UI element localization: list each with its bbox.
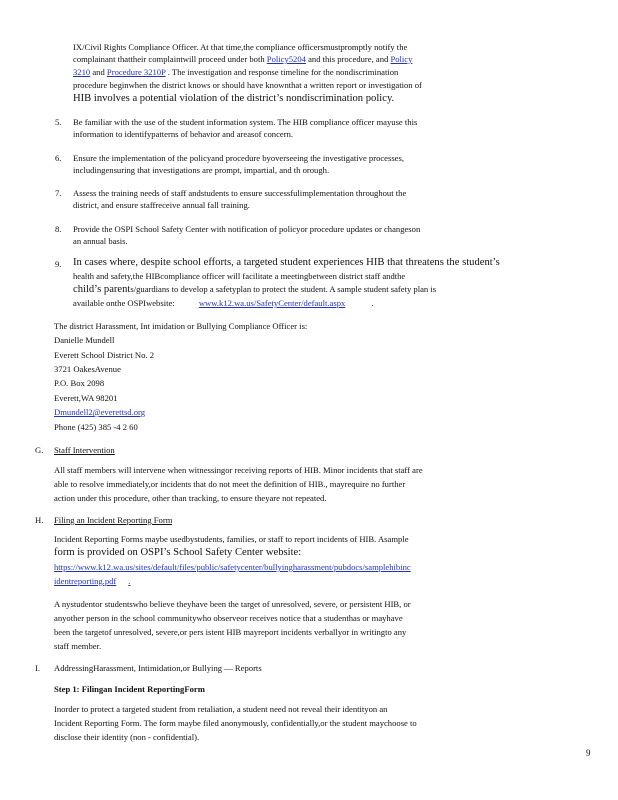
item-9-available-text: available onthe OSPIwebsite: bbox=[73, 298, 175, 308]
intro-line-1: IX/Civil Rights Compliance Officer. At that time,the compliance officersmustpromptly notify the bbox=[73, 42, 408, 52]
intro-line-2 bbox=[73, 53, 573, 65]
item-6-number: 6. bbox=[55, 153, 62, 163]
sample-form-url-link[interactable]: https://www.k12.wa.us/sites/default/files/public/safetycenter/bullyingharassment/pubdocs/samplehibinc bbox=[54, 562, 411, 572]
section-h-para2-line-4: staff member. bbox=[54, 641, 102, 651]
section-h-title: Filing an Incident Reporting Form bbox=[54, 515, 173, 525]
section-i-title: AddressingHarassment, Intimidation,or Bullying — Reports bbox=[54, 663, 262, 673]
item-9-line-3 bbox=[73, 283, 573, 296]
item-6-line-1: Ensure the implementation of the policyand procedure byoverseeing the investigative processes, bbox=[73, 153, 404, 163]
sample-form-url-link-cont[interactable]: identreporting.pdf bbox=[54, 576, 117, 586]
intro-line-4: procedure beginwhen the district knows or should have knownthat a written report or investigation of bbox=[73, 80, 422, 90]
sample-form-url-line-2 bbox=[54, 575, 254, 587]
po-box: P.O. Box 2098 bbox=[54, 378, 105, 388]
item-6-line-2: includingensuring that investigations are prompt, impartial, and th orough. bbox=[73, 165, 330, 175]
section-g-line-2: able to resolve immediately,or incidents that do not meet the definition of HIB., mayrequire no further bbox=[54, 479, 406, 489]
item-9-line-1: In cases where, despite school efforts, a targeted student experiences HIB that threatens the student’s bbox=[73, 257, 500, 268]
section-h-letter: H. bbox=[35, 515, 44, 525]
section-i-letter: I. bbox=[35, 663, 41, 673]
section-i-line-2: Incident Reporting Form. The form maybe filed anonymously, confidentially,or the student maychoose to bbox=[54, 718, 417, 728]
item-7-number: 7. bbox=[55, 188, 62, 198]
item-9-childs-parent: child’s parent bbox=[73, 284, 131, 295]
step-1-heading: Step 1: Filingan Incident ReportingForm bbox=[54, 684, 205, 694]
policy-3210-link[interactable]: 3210 bbox=[73, 67, 91, 77]
intro-line-3 bbox=[73, 66, 573, 78]
officer-phone: Phone (425) 385 -4 2 60 bbox=[54, 422, 138, 432]
section-i-line-3: disclose their identity (non - confidential). bbox=[54, 732, 200, 742]
section-h-line-2: form is provided on OSPI’s School Safety Center website: bbox=[54, 547, 302, 558]
intro-and: and bbox=[92, 67, 105, 77]
district-name: Everett School District No. 2 bbox=[54, 350, 155, 360]
item-9-line-2: health and safety,the HIBcompliance officer will facilitate a meetingbetween district staff andthe bbox=[73, 271, 406, 281]
section-g-line-3: action under this procedure, other than tracking, to ensure theyare not repeated. bbox=[54, 493, 327, 503]
officer-email-row bbox=[54, 406, 184, 418]
section-g-title: Staff Intervention bbox=[54, 445, 115, 455]
item-5-line-1: Be familiar with the use of the student information system. The HIB compliance officer mayuse this bbox=[73, 117, 418, 127]
item-5-line-2: information to identifypatterns of behavior and areasof concern. bbox=[73, 129, 294, 139]
item-9-period: . bbox=[371, 298, 374, 308]
item-8-line-1: Provide the OSPI School Safety Center with notification of policyor procedure updates or changeson bbox=[73, 224, 421, 234]
item-5-number: 5. bbox=[55, 117, 62, 127]
section-h-line-1: Incident Reporting Forms maybe usedbystudents, families, or staff to report incidents of HIB. Asample bbox=[54, 534, 409, 544]
section-g-letter: G. bbox=[35, 445, 44, 455]
item-9-line-4 bbox=[73, 297, 573, 309]
city-state-zip: Everett,WA 98201 bbox=[54, 393, 118, 403]
intro-line-3-text: . The investigation and response timeline for the nondiscrimination bbox=[167, 67, 399, 77]
item-7-line-1: Assess the training needs of staff andstudents to ensure successfulimplementation throughout the bbox=[73, 188, 407, 198]
section-h-para2-line-1: A nystudentor studentswho believe theyhave been the target of unresolved, severe, or persistent HIB, or bbox=[54, 599, 411, 609]
section-h-para2-line-2: anyother person in the school communitywho observeor receives notice that a studenthas or mayhave bbox=[54, 613, 403, 623]
section-i-line-1: Inorder to protect a targeted student from retaliation, a student need not reveal their identityon an bbox=[54, 704, 388, 714]
street-address: 3721 OakesAvenue bbox=[54, 364, 121, 374]
intro-line-2-text: complainant thattheir complaintwill proceed under both bbox=[73, 54, 265, 64]
item-8-number: 8. bbox=[55, 224, 62, 234]
item-7-line-2: district, and ensure staffreceive annual fall training. bbox=[73, 200, 250, 210]
section-h-para2-line-3: been the targetof unresolved, severe,or pers istent HIB mayreport incidents verballyor in writingto any bbox=[54, 627, 407, 637]
intro-line-5: HIB involves a potential violation of the district’s nondiscrimination policy. bbox=[73, 93, 395, 104]
policy-5204-link[interactable]: Policy5204 bbox=[266, 54, 306, 64]
policy-link[interactable]: Policy bbox=[390, 54, 413, 64]
sample-form-url-period: . bbox=[128, 576, 131, 586]
compliance-officer-heading: The district Harassment, Int imidation or Bullying Compliance Officer is: bbox=[54, 321, 308, 331]
intro-line-2-text-b: and this procedure, and bbox=[308, 54, 389, 64]
item-9-line-3-text: s/guardians to develop a safetyplan to protect the student. A sample student safety plan is bbox=[130, 284, 437, 294]
item-8-line-2: an annual basis. bbox=[73, 236, 128, 246]
sample-form-url-line-1 bbox=[54, 561, 574, 573]
section-g-line-1: All staff members will intervene when witnessingor receiving reports of HIB. Minor incidents that staff are bbox=[54, 465, 423, 475]
procedure-3210p-link[interactable]: Procedure 3210P bbox=[106, 67, 166, 77]
officer-email-link[interactable]: Dmundell2@everettsd.org bbox=[54, 407, 146, 417]
officer-name: Danielle Mundell bbox=[54, 335, 115, 345]
ospi-safety-center-link[interactable]: www.k12.wa.us/SafetyCenter/default.aspx bbox=[198, 298, 346, 308]
item-9-number: 9. bbox=[55, 259, 62, 269]
page-number: 9 bbox=[586, 748, 591, 758]
